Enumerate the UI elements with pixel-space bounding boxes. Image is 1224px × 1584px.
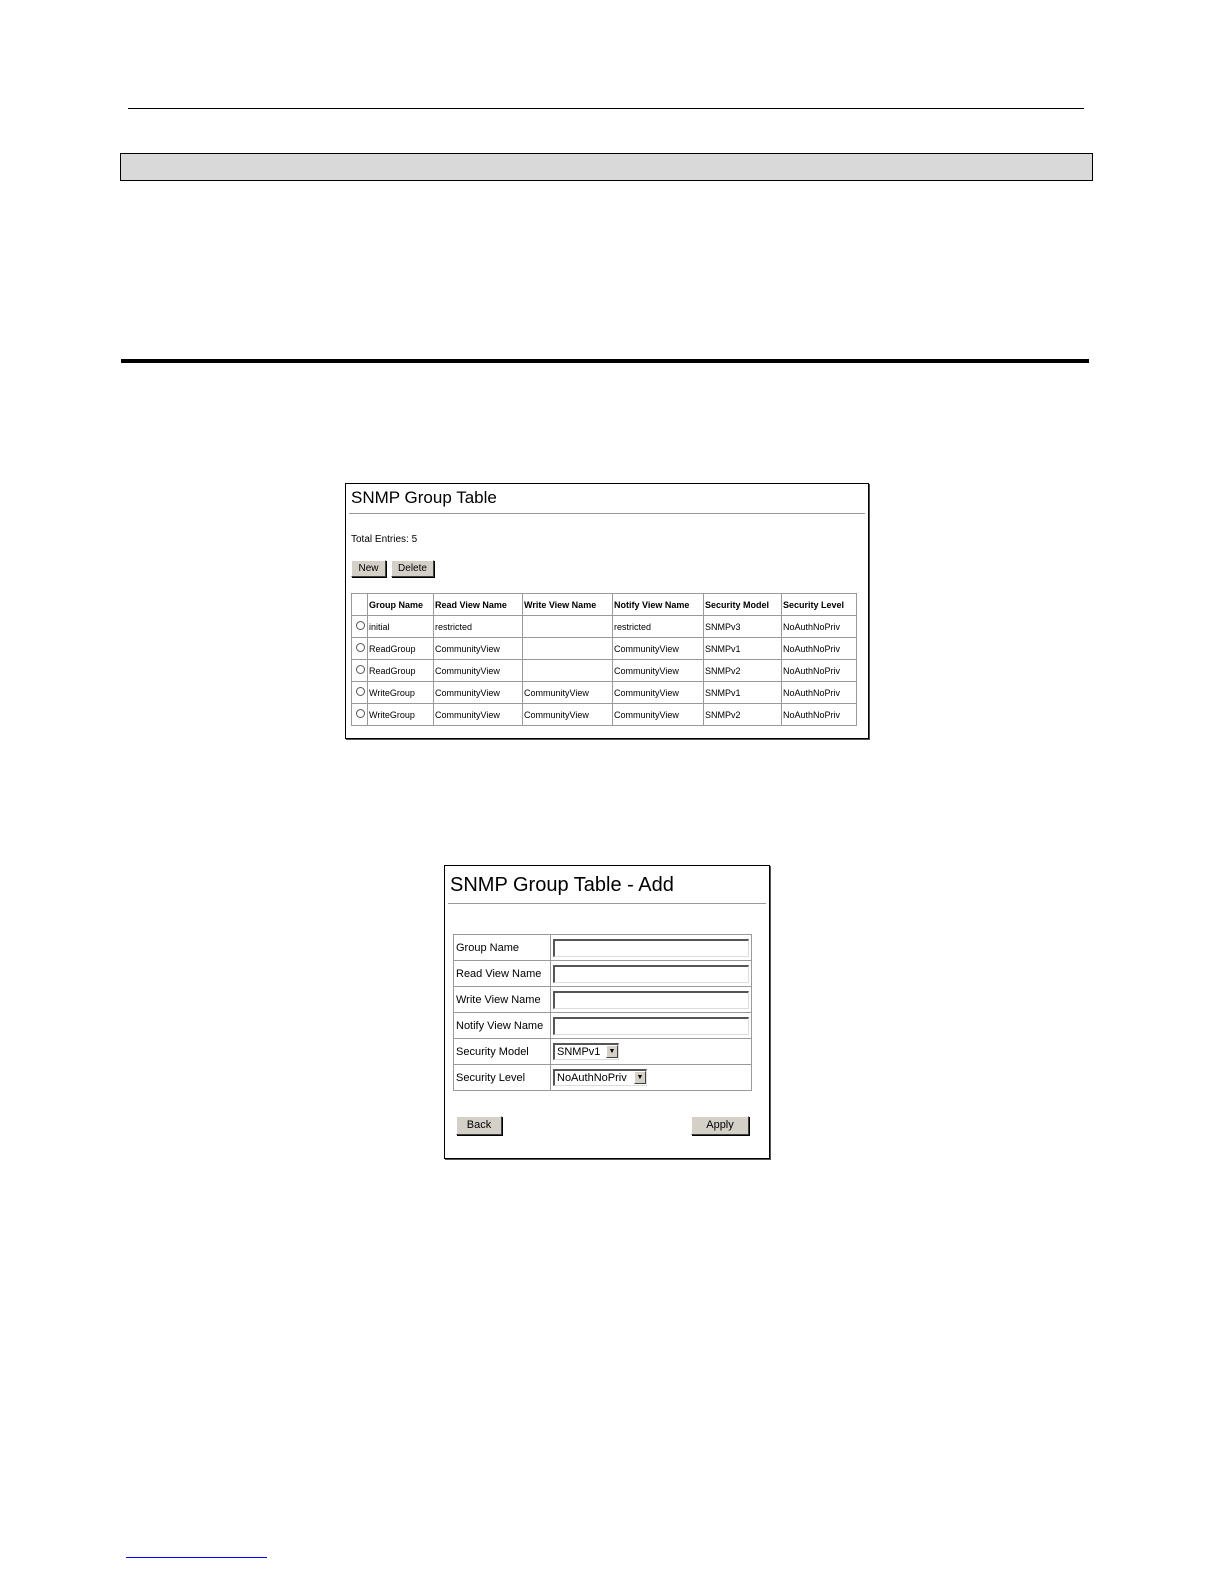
- cell-read-view: CommunityView: [434, 682, 523, 704]
- column-header: Read View Name: [434, 594, 523, 616]
- delete-button[interactable]: Delete: [391, 560, 434, 577]
- form-field-cell: [551, 961, 752, 987]
- form-field-cell: [551, 1039, 752, 1065]
- title-divider: [349, 513, 865, 514]
- cell-security-level: NoAuthNoPriv: [782, 660, 857, 682]
- column-header: Group Name: [368, 594, 434, 616]
- form-row: [454, 1039, 752, 1065]
- row-select-cell: [352, 660, 368, 682]
- table-row: [352, 660, 857, 682]
- cell-security-model: SNMPv2: [704, 660, 782, 682]
- cell-notify-view: CommunityView: [613, 682, 704, 704]
- cell-read-view: CommunityView: [434, 704, 523, 726]
- cell-group-name: ReadGroup: [368, 638, 434, 660]
- form-row: [454, 961, 752, 987]
- form-field-cell: [551, 1013, 752, 1039]
- notify-view-name-label: Notify View Name: [454, 1013, 551, 1039]
- form-row: [454, 1065, 752, 1091]
- cell-security-model: SNMPv3: [704, 616, 782, 638]
- apply-button[interactable]: Apply: [691, 1116, 749, 1135]
- read-view-name-label: Read View Name: [454, 961, 551, 987]
- cell-group-name: ReadGroup: [368, 660, 434, 682]
- section-divider: [121, 359, 1089, 363]
- cell-write-view: [523, 616, 613, 638]
- section-header-bar: [120, 153, 1093, 181]
- column-header: Security Model: [704, 594, 782, 616]
- row-select-cell: [352, 704, 368, 726]
- security-level-label: Security Level: [454, 1065, 551, 1091]
- column-header: Notify View Name: [613, 594, 704, 616]
- group-name-input[interactable]: [553, 939, 749, 957]
- snmp-group-add-panel: [444, 865, 770, 1159]
- add-form-table: [453, 934, 752, 1091]
- cell-read-view: CommunityView: [434, 638, 523, 660]
- cell-security-model: SNMPv1: [704, 638, 782, 660]
- form-row: [454, 935, 752, 961]
- column-header: Write View Name: [523, 594, 613, 616]
- chevron-down-icon[interactable]: ▼: [634, 1071, 646, 1084]
- row-radio[interactable]: [356, 665, 365, 674]
- cell-group-name: WriteGroup: [368, 704, 434, 726]
- cell-write-view: [523, 638, 613, 660]
- group-table: [351, 593, 857, 726]
- footer-link-rule: [126, 1557, 267, 1558]
- cell-security-model: SNMPv1: [704, 682, 782, 704]
- cell-security-level: NoAuthNoPriv: [782, 616, 857, 638]
- write-view-name-label: Write View Name: [454, 987, 551, 1013]
- back-button[interactable]: Back: [456, 1116, 502, 1135]
- form-field-cell: [551, 1065, 752, 1091]
- cell-write-view: CommunityView: [523, 704, 613, 726]
- row-select-cell: [352, 682, 368, 704]
- cell-write-view: [523, 660, 613, 682]
- security-model-label: Security Model: [454, 1039, 551, 1065]
- table-row: [352, 682, 857, 704]
- group-name-label: Group Name: [454, 935, 551, 961]
- row-radio[interactable]: [356, 643, 365, 652]
- security-model-value: SNMPv1: [557, 1046, 601, 1058]
- cell-security-level: NoAuthNoPriv: [782, 704, 857, 726]
- form-row: [454, 1013, 752, 1039]
- notify-view-name-input[interactable]: [553, 1017, 749, 1035]
- cell-read-view: CommunityView: [434, 660, 523, 682]
- form-row: [454, 987, 752, 1013]
- security-model-select[interactable]: [553, 1043, 619, 1060]
- table-row: [352, 616, 857, 638]
- row-radio[interactable]: [356, 709, 365, 718]
- title-divider: [448, 903, 766, 904]
- security-level-select[interactable]: [553, 1069, 647, 1086]
- row-radio[interactable]: [356, 687, 365, 696]
- security-level-value: NoAuthNoPriv: [557, 1072, 627, 1084]
- cell-security-level: NoAuthNoPriv: [782, 638, 857, 660]
- table-header-row: [352, 594, 857, 616]
- snmp-group-table-panel: [345, 483, 869, 739]
- cell-group-name: WriteGroup: [368, 682, 434, 704]
- table-row: [352, 638, 857, 660]
- select-column-header: [352, 594, 368, 616]
- panel-title: SNMP Group Table - Add: [450, 874, 674, 896]
- column-header: Security Level: [782, 594, 857, 616]
- row-select-cell: [352, 638, 368, 660]
- form-field-cell: [551, 935, 752, 961]
- cell-write-view: CommunityView: [523, 682, 613, 704]
- read-view-name-input[interactable]: [553, 965, 749, 983]
- cell-security-level: NoAuthNoPriv: [782, 682, 857, 704]
- row-radio[interactable]: [356, 621, 365, 630]
- panel-title: SNMP Group Table: [351, 488, 497, 507]
- cell-group-name: initial: [368, 616, 434, 638]
- cell-notify-view: CommunityView: [613, 660, 704, 682]
- new-button[interactable]: New: [351, 560, 386, 577]
- write-view-name-input[interactable]: [553, 991, 749, 1009]
- cell-security-model: SNMPv2: [704, 704, 782, 726]
- row-select-cell: [352, 616, 368, 638]
- total-entries: Total Entries: 5: [351, 534, 418, 545]
- cell-notify-view: CommunityView: [613, 638, 704, 660]
- cell-notify-view: CommunityView: [613, 704, 704, 726]
- form-field-cell: [551, 987, 752, 1013]
- cell-notify-view: restricted: [613, 616, 704, 638]
- chevron-down-icon[interactable]: ▼: [606, 1045, 618, 1058]
- table-row: [352, 704, 857, 726]
- cell-read-view: restricted: [434, 616, 523, 638]
- header-rule: [128, 108, 1084, 109]
